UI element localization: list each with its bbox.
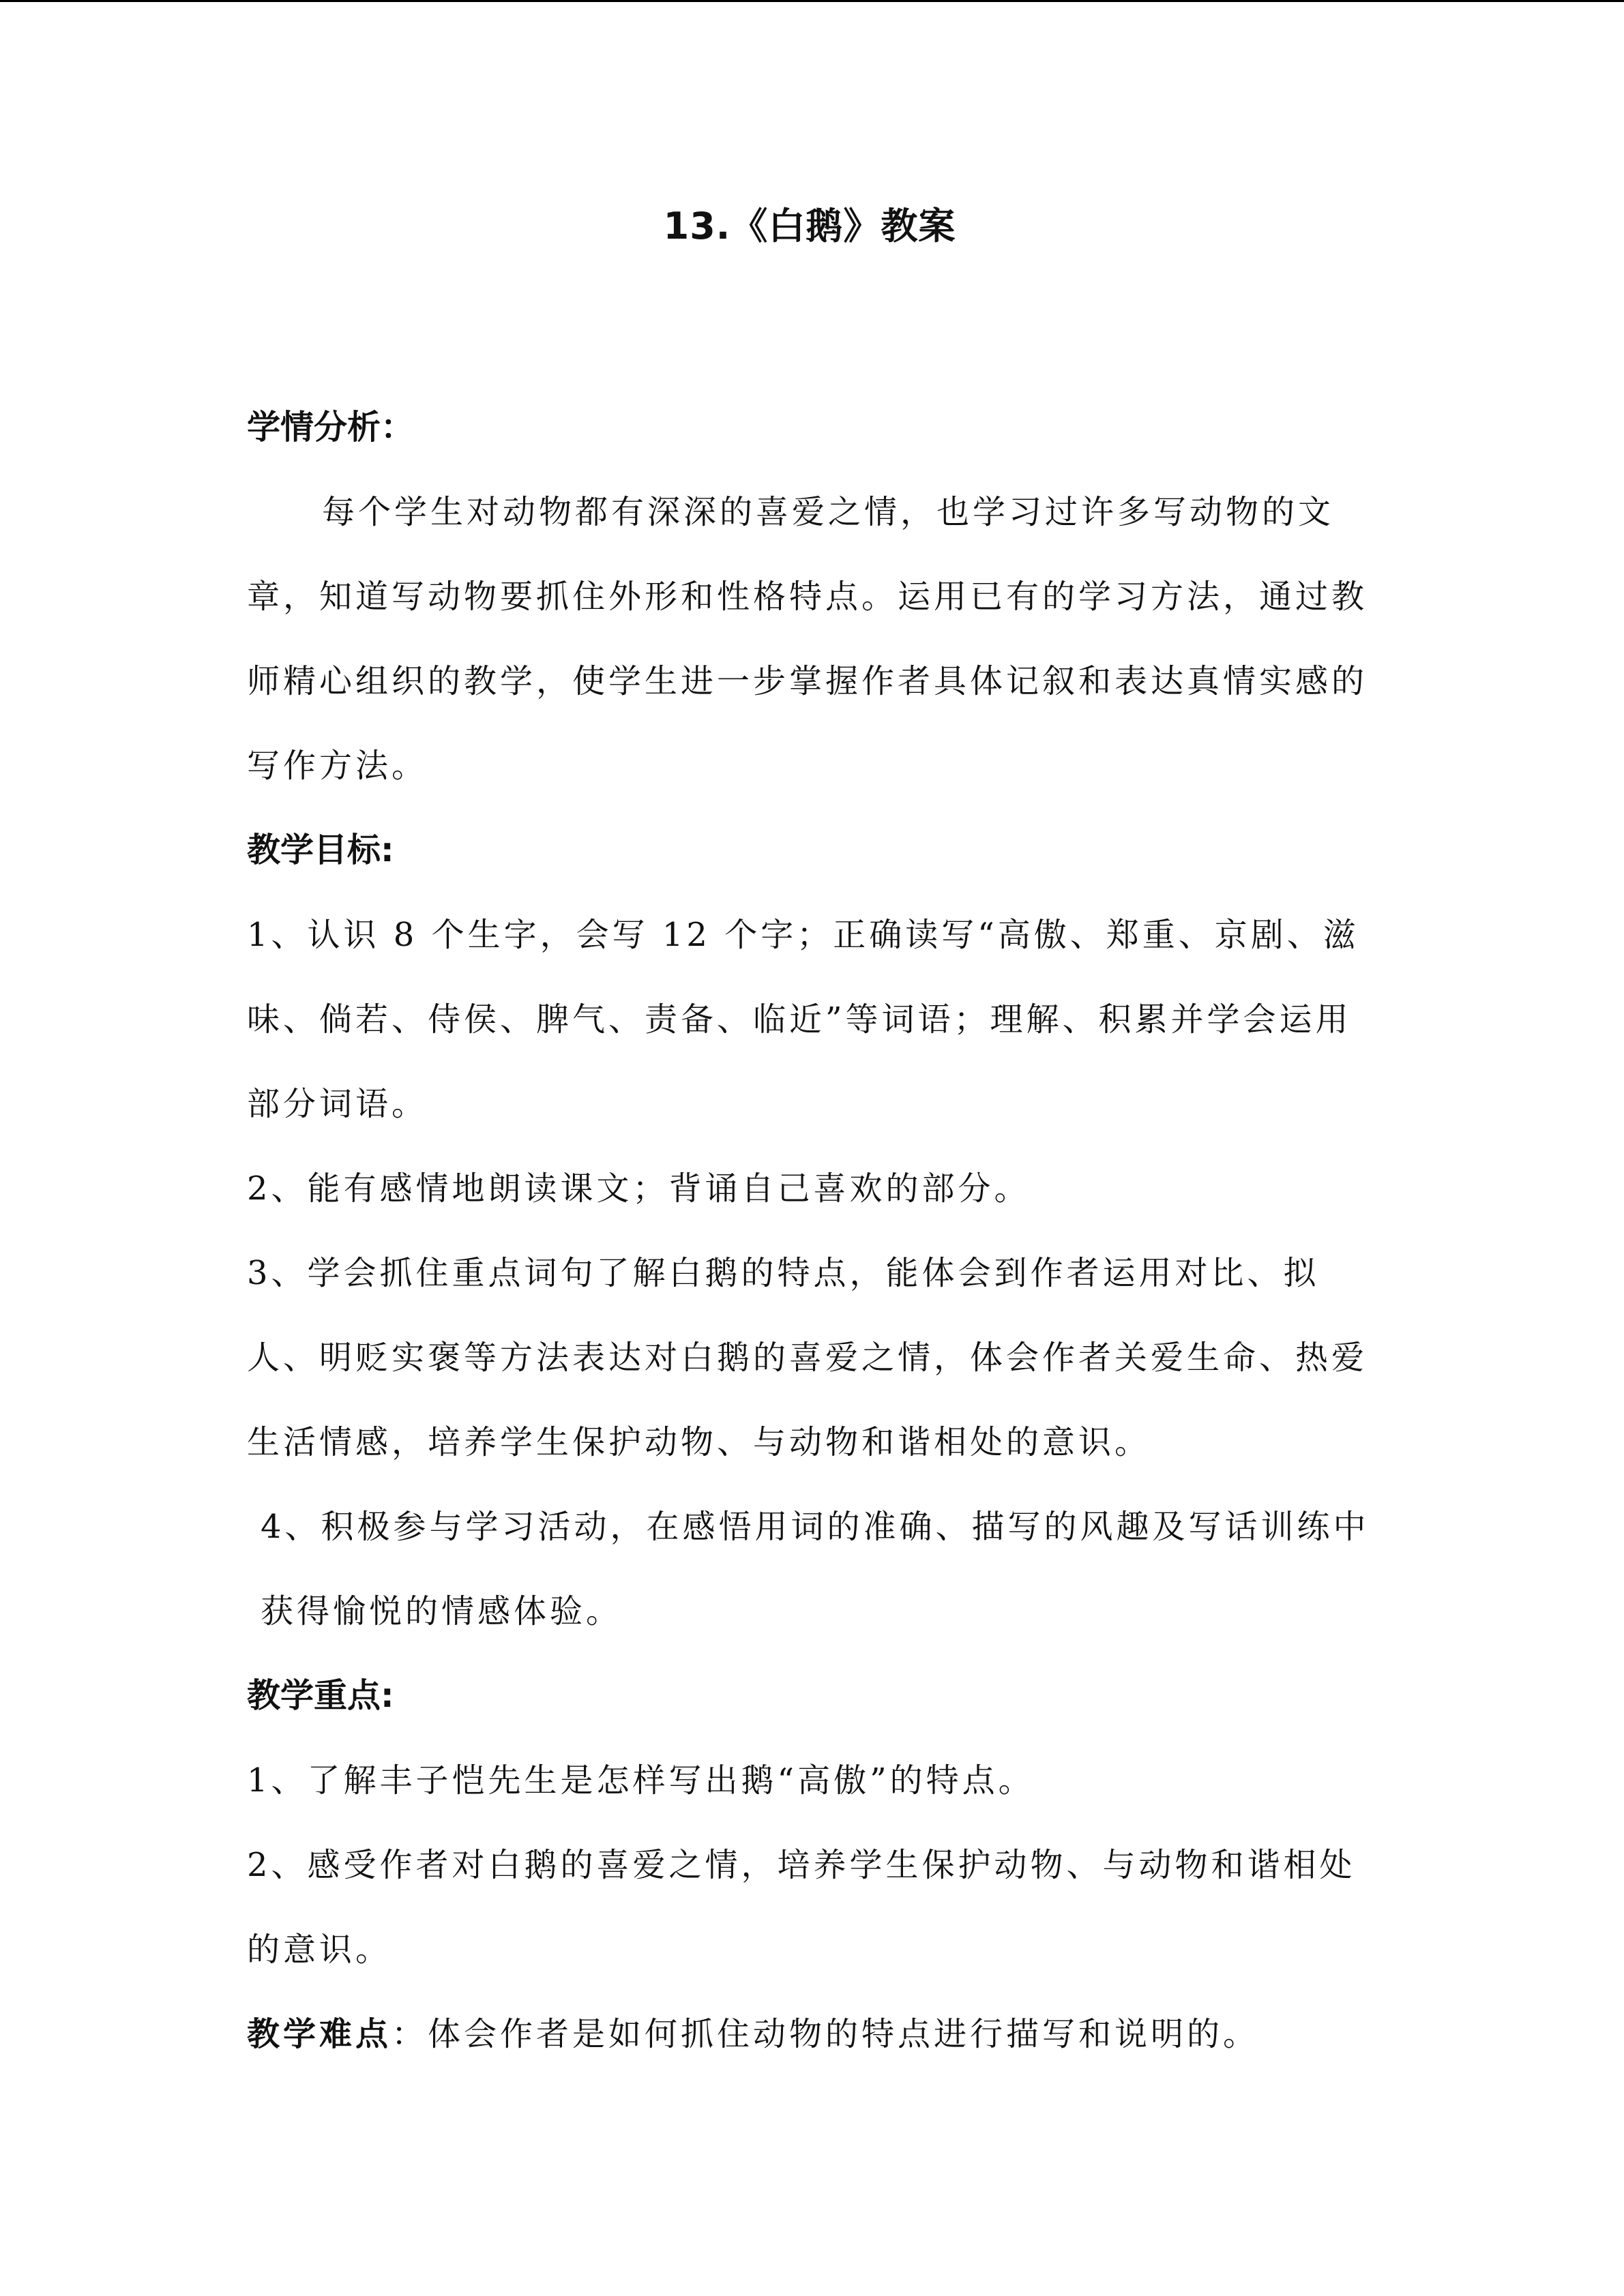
objective-item-3: 3、学会抓住重点词句了解白鹅的特点，能体会到作者运用对比、拟人、明贬实褒等方法表达对白鹅的喜爱之情，体会作者关爱生命、热爱生活情感，培养学生保护动物、与动物和谐相处的意识。 [247,1253,1368,1461]
teaching-key-points-section [247,1654,1372,1992]
teaching-difficulty-colon: ： [392,2014,428,2053]
top-border-line [0,0,1624,2]
lesson-plan-content [247,205,1372,2076]
document-title: 13.《白鹅》教案 [663,205,956,248]
teaching-key-points-heading: 教学重点: [247,1675,394,1715]
teaching-difficulty-text: 体会作者是如何抓住动物的特点进行描写和说明的。 [428,2014,1260,2053]
teaching-difficulty-section [247,1992,1372,2076]
student-analysis-paragraph: 每个学生对动物都有深深的喜爱之情，也学习过许多写动物的文章，知道写动物要抓住外形和性格特点。运用已有的学习方法，通过教师精心组织的教学，使学生进一步掌握作者具体记叙和表达真情实感的写作方法。 [247,492,1368,785]
teaching-difficulty-label: 教学难点 [247,2014,392,2053]
teaching-difficulty-paragraph [247,1992,1372,2076]
teaching-objectives-section [247,808,1372,1654]
objective-item-1: 1、认识 8 个生字，会写 12 个字；正确读写“高傲、郑重、京剧、滋味、倘若、侍侯、脾气、责备、临近”等词语；理解、积累并学会运用部分词语。 [247,915,1359,1123]
key-point-item-1: 1、了解丰子恺先生是怎样写出鹅“高傲”的特点。 [247,1761,1035,1800]
objective-item-2: 2、能有感情地朗读课文；背诵自己喜欢的部分。 [247,1169,1031,1208]
objective-item-4: 4、积极参与学习活动，在感悟用词的准确、描写的风趣及写话训练中获得愉悦的情感体验。 [261,1507,1370,1630]
teaching-objectives-heading: 教学目标: [247,830,394,869]
student-analysis-heading: 学情分析： [247,407,415,447]
key-point-item-2: 2、感受作者对白鹅的喜爱之情，培养学生保护动物、与动物和谐相处的意识。 [247,1845,1356,1969]
student-analysis-section [247,385,1372,808]
